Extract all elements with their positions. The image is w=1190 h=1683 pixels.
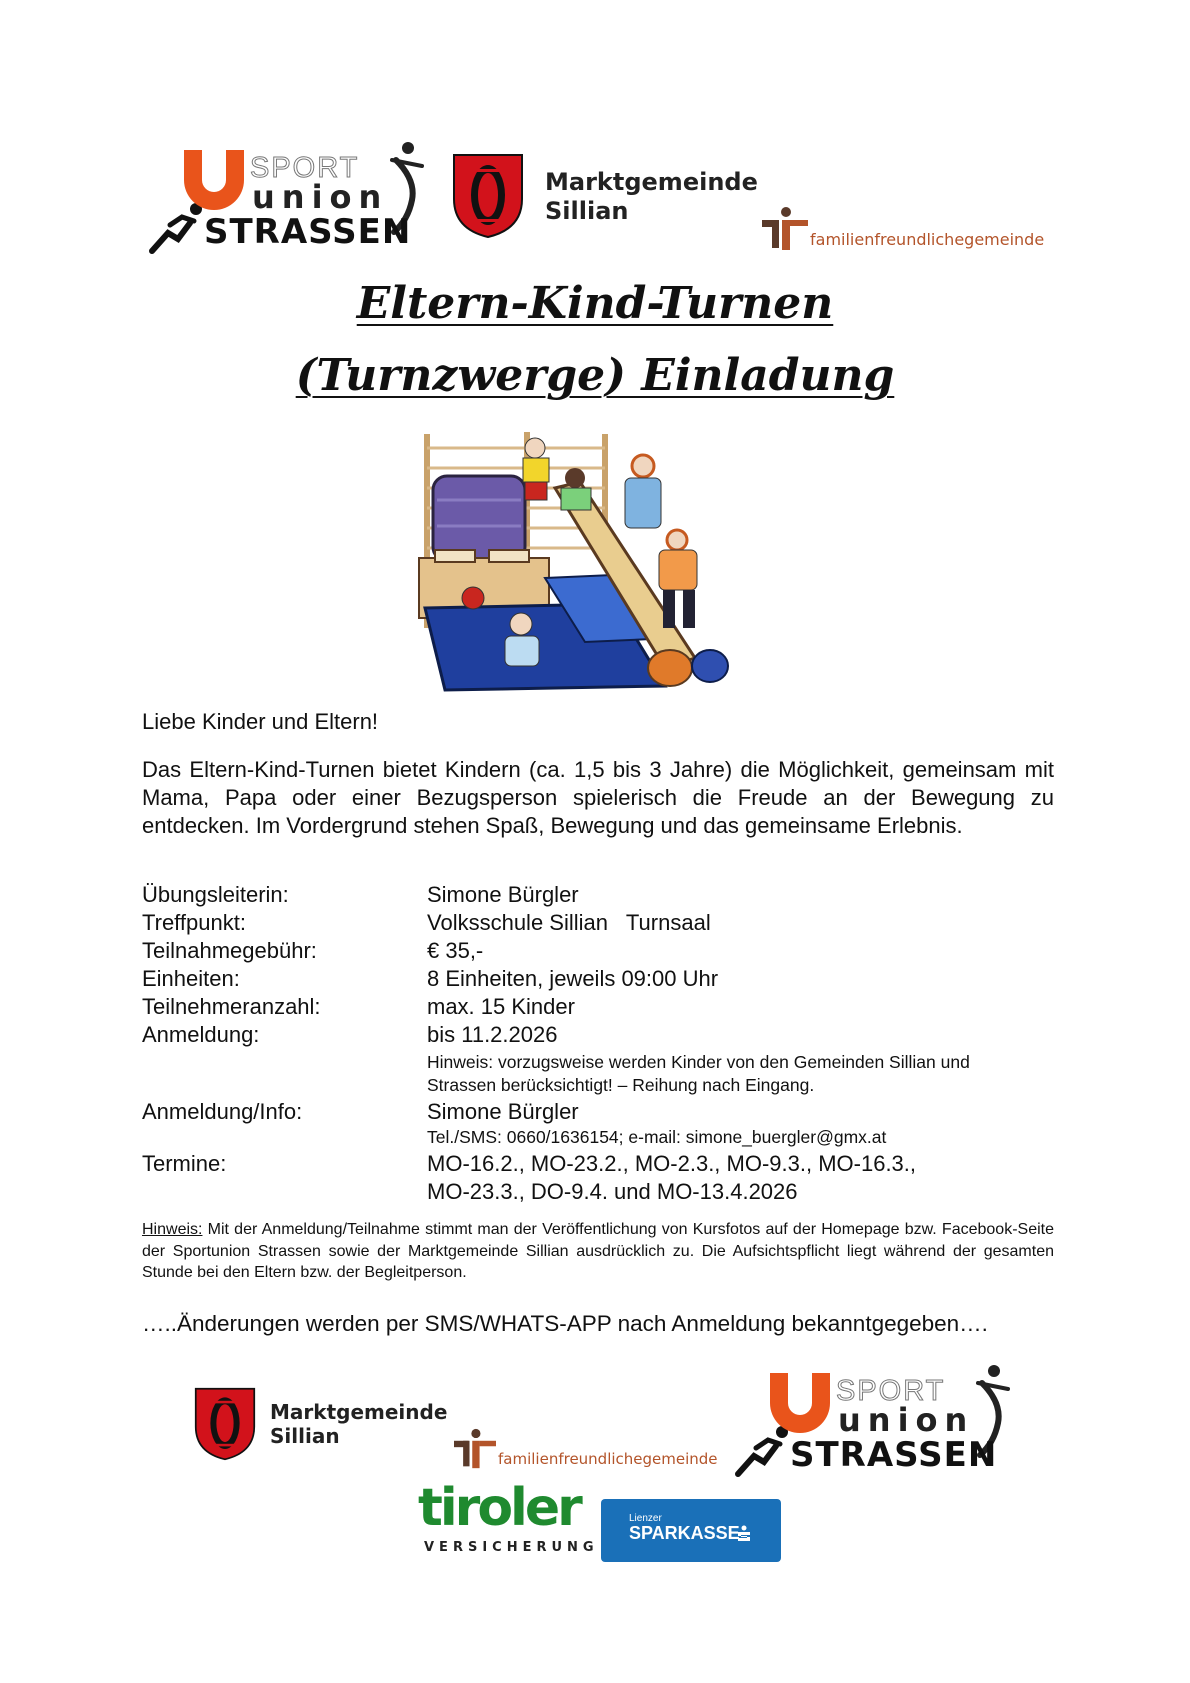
intro-paragraph: Das Eltern-Kind-Turnen bietet Kindern (ca. 1,5 bis 3 Jahre) die Möglichkeit, gemeinsam mit Mama, Papa oder einer Bezugsperson spielerisch die Freude an der Bewegung zu entdecken. Im Vordergrund stehen Spaß, Bewegung und das gemeinsame Erlebnis. [142,757,1054,838]
hint-text: Mit der Anmeldung/Teilnahme stimmt man der Veröffentlichung von Kursfotos auf der Homepage bzw. Facebook-Seite der Sportunion Strassen sowie der Marktgemeinde Sillian ausdrücklich zu. Die Aufsichtspflicht liegt während der gesamten Stunde bei den Eltern bzw. der Begleitperson. [142,1221,1054,1281]
anmeldung-hinweis-line-1: Hinweis: vorzugsweise werden Kinder von den Gemeinden Sillian und [427,1052,970,1072]
detail-value: 8 Einheiten, jeweils 09:00 Uhr [427,966,719,991]
purple-mat [433,476,525,561]
tiroler-versicherung-logo [418,1478,599,1558]
union-union-text: union [252,178,389,216]
union-u-icon [178,150,250,214]
title-line-2: (Turnzwerge) Einladung [295,350,895,401]
sillian-coat-of-arms-icon-footer [194,1387,256,1461]
detail-label: Anmeldung: [142,1022,260,1047]
detail-label: Termine: [142,1151,227,1176]
hint-label: Hinweis: [142,1221,203,1238]
greeting: Liebe Kinder und Eltern! [142,709,379,734]
detail-label: Teilnahmegebühr: [142,938,317,963]
sparkasse-small-text: Lienzer [629,1513,662,1524]
familienfreundlich-text: familienfreundlichegemeinde [498,1450,718,1468]
sportunion-strassen-logo-footer [734,1363,1019,1478]
lienzer-sparkasse-logo [601,1499,781,1562]
sillian-line: Sillian [545,196,629,225]
familienfreundlich-text: familienfreundlichegemeinde [810,230,1045,249]
marktgemeinde-sillian-text-footer [270,1400,447,1448]
union-sport-text: SPORT [836,1375,946,1407]
detail-label: Übungsleiterin: [142,882,289,907]
anmeldung-hinweis-line-2: Strassen berücksichtigt! – Reihung nach Eingang. [427,1075,815,1095]
detail-value: bis 11.2.2026 [427,1022,558,1047]
detail-value: MO-16.2., MO-23.2., MO-2.3., MO-9.3., MO-16.3., [427,1151,917,1176]
union-strassen-text: STRASSEN [204,212,412,252]
tiroler-text: tiroler [418,1478,580,1538]
family-figure-icon [452,1428,498,1470]
marktgemeinde-line: Marktgemeinde [545,168,758,196]
contact-line: Tel./SMS: 0660/1636154; e-mail: simone_buergler@gmx.at [427,1127,887,1147]
detail-label: Einheiten: [142,966,240,991]
sparkasse-s-icon [735,1525,753,1543]
privacy-hint [142,1219,1054,1284]
detail-label: Teilnehmeranzahl: [142,994,321,1019]
detail-label: Anmeldung/Info: [142,1099,303,1124]
detail-label: Treffpunkt: [142,910,246,935]
familienfreundliche-gemeinde-logo-footer [452,1428,732,1472]
detail-value: MO-23.3., DO-9.4. und MO-13.4.2026 [427,1179,798,1204]
changes-notice: …..Änderungen werden per SMS/WHATS-APP nach Anmeldung bekanntgegeben…. [142,1311,988,1336]
union-union-text: union [838,1401,975,1439]
sillian-line: Sillian [270,1424,340,1448]
marktgemeinde-line: Marktgemeinde [270,1400,448,1424]
gym-illustration [415,428,770,698]
union-strassen-text: STRASSEN [790,1435,998,1475]
sparkasse-main-text: SPARKASSE [629,1523,740,1543]
union-u-icon [764,1373,836,1437]
sillian-coat-of-arms-icon [452,153,524,239]
marktgemeinde-sillian-text [545,168,758,226]
title-line-1: Eltern-Kind-Turnen [356,278,834,329]
detail-value: Simone Bürgler [427,1099,579,1124]
detail-value: max. 15 Kinder [427,994,575,1019]
family-figure-icon [760,206,810,252]
detail-value: Simone Bürgler [427,882,579,907]
versicherung-text: VERSICHERUNG [424,1540,599,1555]
familienfreundliche-gemeinde-logo [760,206,1060,254]
detail-value: Volksschule Sillian Turnsaal [427,910,711,935]
detail-value: € 35,- [427,938,484,963]
sportunion-strassen-logo [148,140,433,255]
union-sport-text: SPORT [250,152,360,184]
